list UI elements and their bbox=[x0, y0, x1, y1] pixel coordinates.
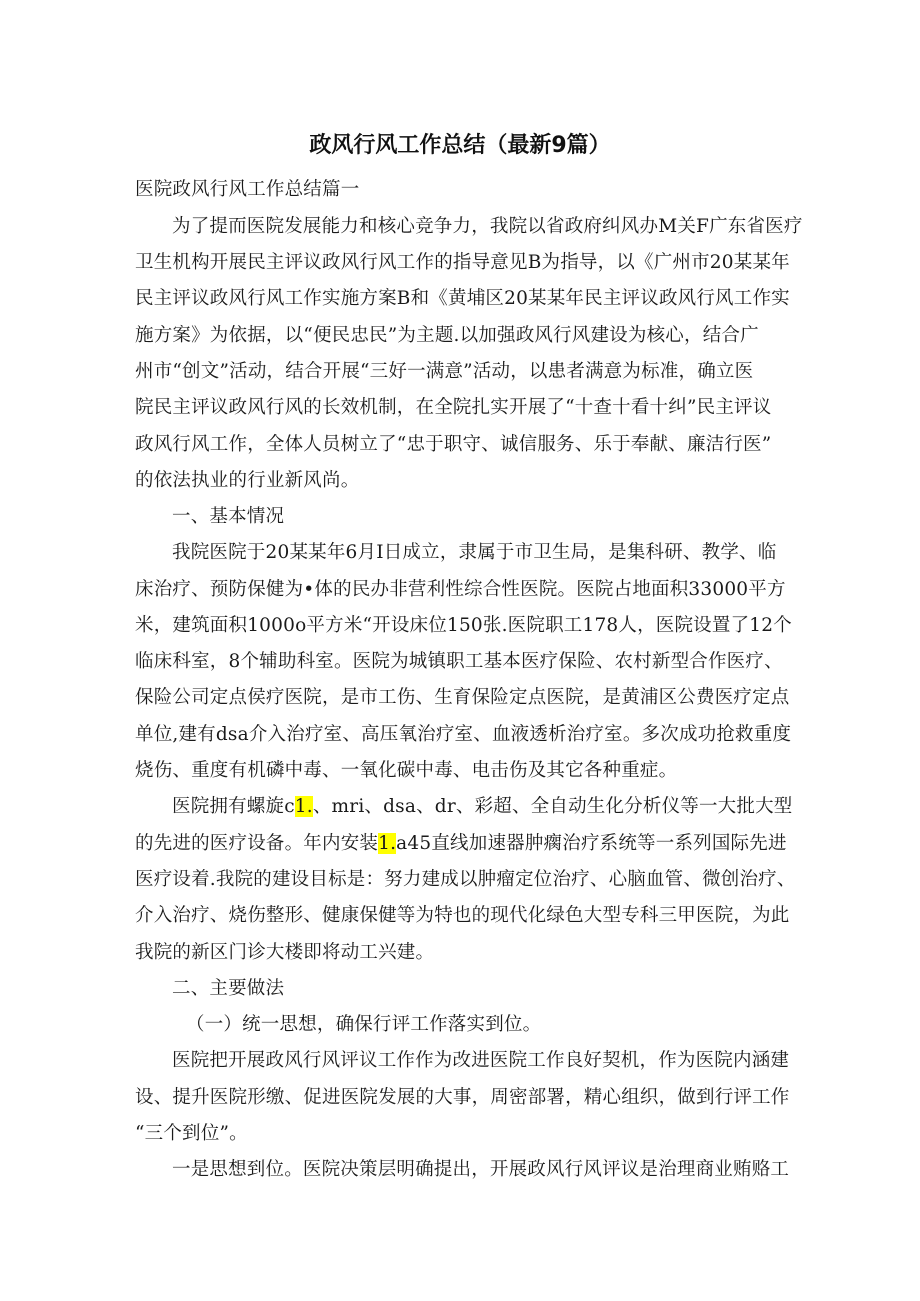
paragraph-line: 设、提升医院形缴、促进医院发展的大事，周密部署，精心组织，做到行评工作 bbox=[135, 1087, 790, 1108]
subsection-heading: （一）统一思想，确保行评工作落实到位。 bbox=[186, 1014, 542, 1035]
paragraph-line: 保险公司定点侯疗医院，是市工伤、生育保险定点医院，是黄浦区公费医疗定点 bbox=[135, 687, 790, 708]
paragraph-line: 医院拥有螺旋c1.、mri、dsa、dr、彩超、全自动生化分析仪等一大批大型 bbox=[172, 796, 793, 817]
paragraph-line: 床治疗、预防保健为•体的民办非营利性综合性医院。医院占地面积33000平方 bbox=[135, 579, 786, 600]
paragraph-line: 州市“创文”活动，结合开展“三好一满意”活动，以患者满意为标准，确立医 bbox=[135, 361, 754, 382]
highlighted-text: 1. bbox=[294, 796, 313, 817]
paragraph-line: 院民主评议政风行风的长效机制，在全院扎实开展了“十查十看十纠”民主评议 bbox=[135, 397, 772, 418]
paragraph-line: 我院的新区门诊大楼即将动工兴建。 bbox=[135, 942, 435, 963]
highlighted-text: 1. bbox=[378, 833, 397, 854]
paragraph-line: 施方案》为依据，以“便民忠民”为主题.以加强政风行风建设为核心，结合广 bbox=[135, 325, 759, 346]
paragraph-line: 一是思想到位。医院决策层明确提出，开展政风行风评议是治理商业贿赂工 bbox=[172, 1159, 790, 1180]
paragraph-line: 单位,建有dsa介入治疗室、高压氧治疗室、血液透析治疗室。多次成功抢救重度 bbox=[135, 724, 792, 745]
paragraph-line: 我院医院于20某某年6月I日成立，隶属于市卫生局，是集科研、教学、临 bbox=[172, 542, 777, 563]
section-heading: 医院政风行风工作总结篇一 bbox=[135, 179, 360, 200]
paragraph-line: 的依法执业的行业新风尚。 bbox=[135, 470, 360, 491]
paragraph-line: 民主评议政风行风工作实施方案B和《黄埔区20某某年民主评议政风行风工作实 bbox=[135, 288, 790, 309]
section-heading: 二、主要做法 bbox=[172, 978, 285, 999]
paragraph-line: 介入治疗、烧伤整形、健康保健等为特也的现代化绿色大型专科三甲医院，为此 bbox=[135, 905, 790, 926]
paragraph-line: 政风行风工作，全体人员树立了“忠于职守、诚信服务、乐于奉献、廉洁行医” bbox=[135, 434, 772, 455]
paragraph-line: 的先进的医疗设备。年内安装1.a45直线加速器肿瘸治疗系统等一系列国际先进 bbox=[135, 833, 787, 854]
paragraph-line: 米，建筑面积1000o平方米“开设床位150张.医院职工178人，医院设置了12个 bbox=[135, 615, 792, 636]
document-title: 政风行风工作总结（最新9篇） bbox=[309, 133, 611, 158]
paragraph-line: 医疗设着.我院的建设目标是：努力建成以肿瘤定位治疗、心脑血管、微创治疗、 bbox=[135, 869, 796, 890]
paragraph-line: 烧伤、重度有机磷中毒、一氧化碳中毒、电击伤及其它各种重症。 bbox=[135, 760, 678, 781]
paragraph-line: 医院把开展政风行风评议工作作为改进医院工作良好契机，作为医院内涵建 bbox=[172, 1050, 790, 1071]
paragraph-line: 临床科室，8个辅助科室。医院为城镇职工基本医疗保险、农村新型合作医疗、 bbox=[135, 651, 783, 672]
section-heading: 一、基本情况 bbox=[172, 506, 285, 527]
paragraph-line: “三个到位”。 bbox=[135, 1123, 248, 1144]
paragraph-line: 为了提而医院发展能力和核心竞争力，我院以省政府纠风办M关F广东省医疗 bbox=[172, 216, 803, 237]
paragraph-line: 卫生机构开展民主评议政风行风工作的指导意见B为指导，以《广州市20某某年 bbox=[135, 252, 790, 273]
